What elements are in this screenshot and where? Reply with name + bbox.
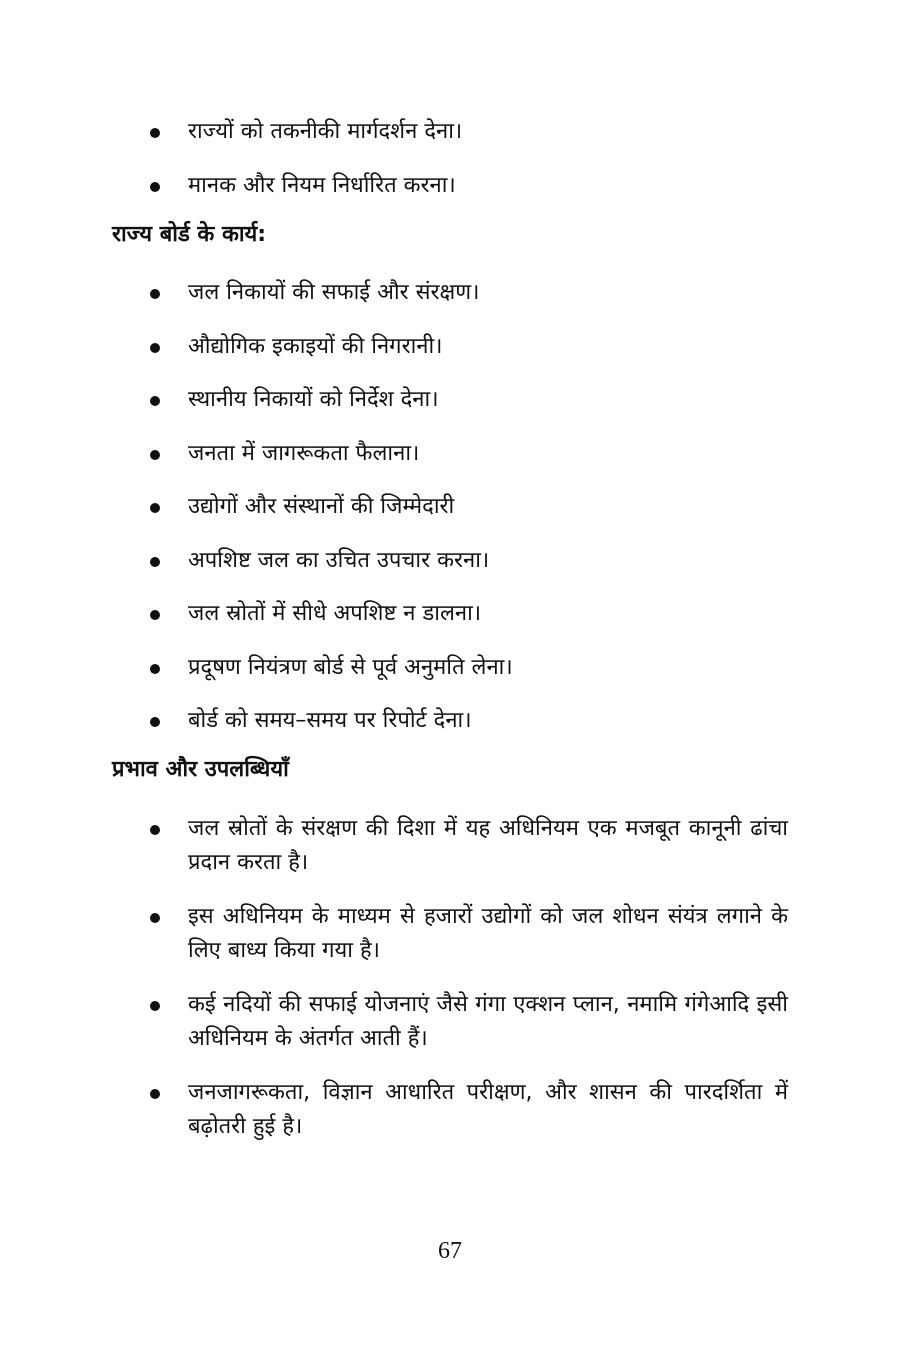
list-item-text: जनता में जागरूकता फैलाना। [188,440,420,466]
list-item-text: औद्योगिक इकाइयों की निगरानी। [188,333,443,359]
bullet-icon [150,343,160,353]
bullet-icon [150,913,160,923]
list-item-text: मानक और नियम निर्धारित करना। [188,173,456,198]
bullet-icon [150,1001,160,1011]
list-item [0,437,788,491]
bullet-icon [150,610,160,620]
list-item [0,276,788,330]
bullet-icon [150,503,160,513]
list-item-text: उद्योगों और संस्थानों की जिम्मेदारी [188,494,455,519]
bullet-icon [150,664,160,674]
list-item [0,544,788,598]
list-item-text: जल स्रोतों के संरक्षण की दिशा में यह अधिनियम एक मजबूत कानूनी ढांचा प्रदान करता है। [188,816,788,875]
bullet-icon [150,450,160,460]
list-item [0,988,788,1076]
bullet-icon [150,825,160,835]
state-board-list [0,276,900,738]
list-item [0,812,788,900]
list-item [0,651,788,705]
list-item [0,330,788,384]
list-item-text: कई नदियों की सफाई योजनाएं जैसे गंगा एक्शन प्लान, नमामि गंगेआदि इसी अधिनियम के अंतर्गत आती हैं। [188,992,788,1051]
bullet-icon [150,1089,160,1099]
bullet-icon [150,182,160,192]
list-item-text: जनजागरूकता, विज्ञान आधारित परीक्षण, और शासन की पारदर्शिता में बढ़ोतरी हुई है। [188,1080,788,1139]
list-item [0,704,788,738]
list-item [0,490,788,544]
impact-list [0,812,900,1144]
list-item [0,115,788,169]
list-item-text: बोर्ड को समय–समय पर रिपोर्ट देना। [188,708,472,733]
page-number: 67 [438,1238,462,1264]
list-item-text: अपशिष्ट जल का उचित उपचार करना। [188,547,490,573]
list-item-text: स्थानीय निकायों को निर्देश देना। [188,387,439,412]
list-item-text: प्रदूषण नियंत्रण बोर्ड से पूर्व अनुमति लेना। [188,654,513,680]
list-item-text: राज्यों को तकनीकी मार्गदर्शन देना। [188,119,463,144]
list-item [0,383,788,437]
list-item-text: इस अधिनियम के माध्यम से हजारों उद्योगों को जल शोधन संयंत्र लगाने के लिए बाध्य किया गया है। [188,904,788,963]
list-item [0,597,788,651]
section-heading-impact: प्रभाव और उपलब्धियाँ [112,757,289,782]
intro-list [0,115,900,203]
list-item-text: जल स्रोतों में सीधे अपशिष्ट न डालना। [188,601,482,626]
bullet-icon [150,396,160,406]
section-heading-state-board: राज्य बोर्ड के कार्य: [112,222,267,247]
list-item [0,900,788,988]
list-item [0,1076,788,1144]
list-item-text: जल निकायों की सफाई और संरक्षण। [188,280,480,305]
bullet-icon [150,128,160,138]
bullet-icon [150,289,160,299]
bullet-icon [150,717,160,727]
list-item [0,169,788,203]
bullet-icon [150,557,160,567]
